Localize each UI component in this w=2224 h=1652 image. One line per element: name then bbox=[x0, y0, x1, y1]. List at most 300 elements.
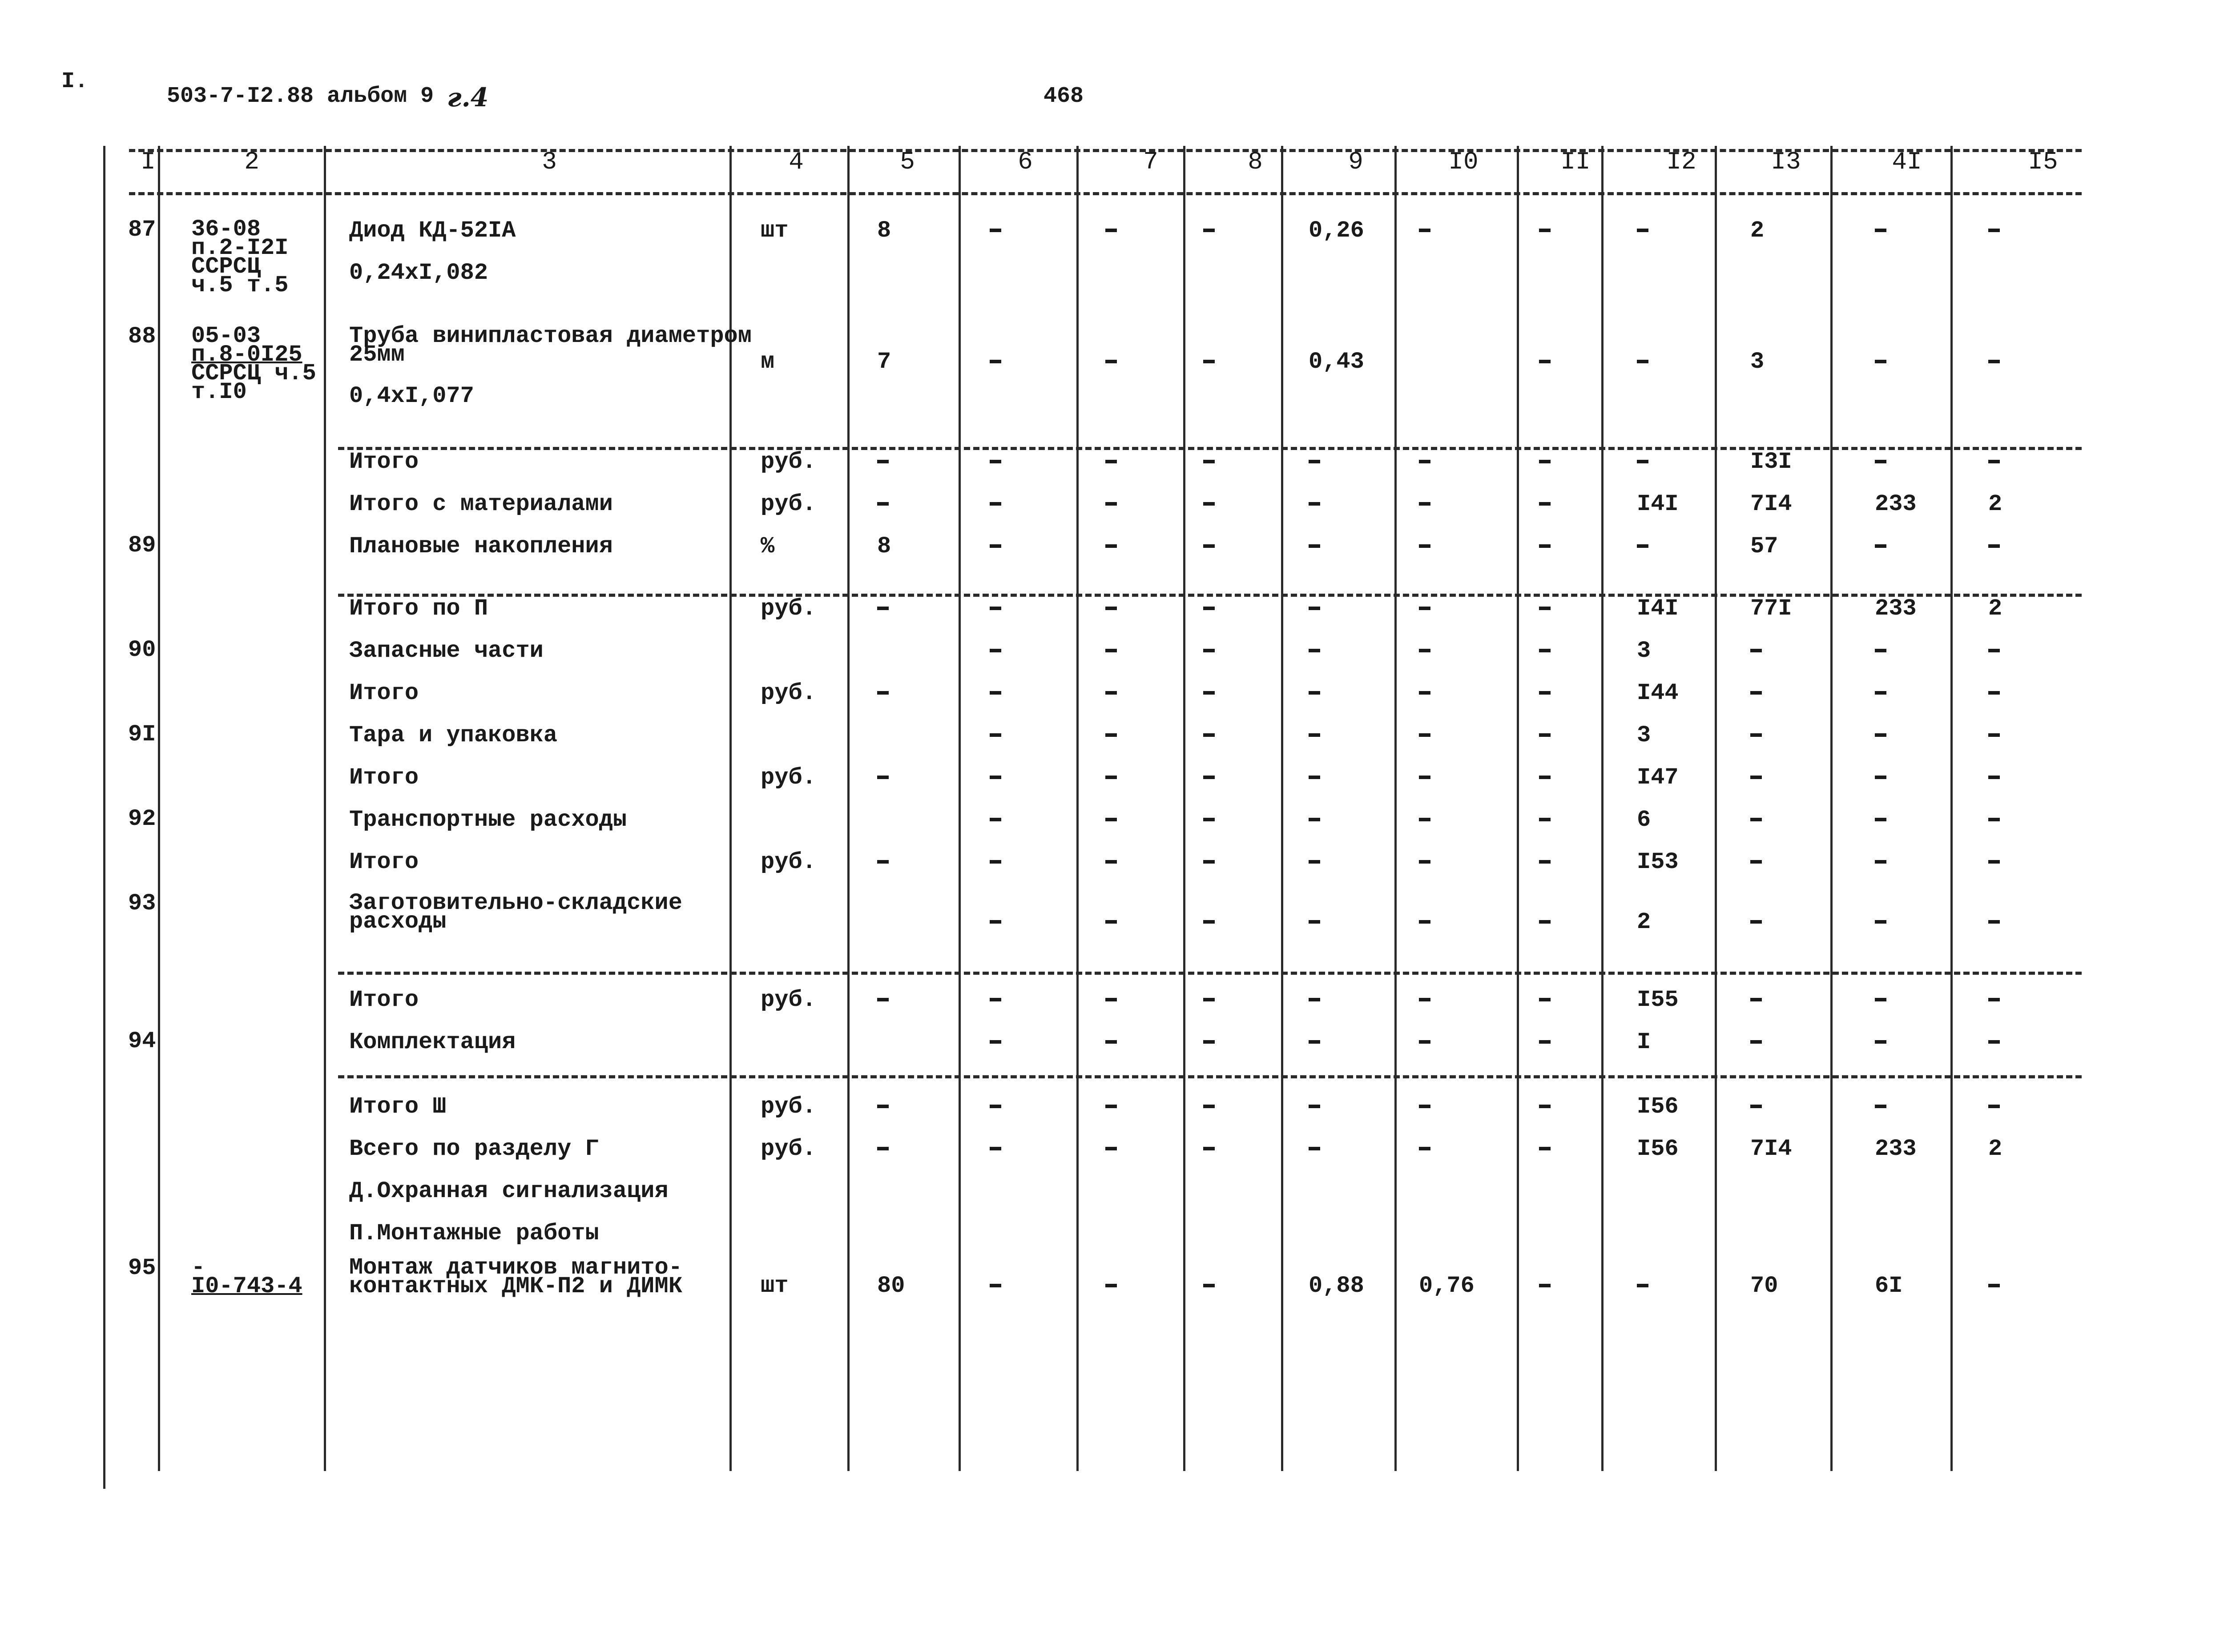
value-cell bbox=[1419, 598, 1430, 619]
value-cell: 3 bbox=[1637, 638, 1651, 664]
dash-mark bbox=[990, 360, 1001, 363]
dash-mark bbox=[1539, 649, 1551, 652]
value-cell bbox=[990, 725, 1001, 746]
value-cell bbox=[1419, 912, 1430, 933]
unit-cell: руб. bbox=[761, 764, 816, 791]
value-cell bbox=[1988, 1096, 2000, 1117]
dash-mark bbox=[1203, 460, 1215, 463]
value-cell bbox=[1539, 598, 1551, 619]
value-cell bbox=[1105, 1096, 1117, 1117]
dash-mark bbox=[1750, 733, 1762, 737]
dash-mark bbox=[1203, 1284, 1215, 1287]
dash-mark bbox=[1750, 860, 1762, 864]
value-cell bbox=[1539, 767, 1551, 788]
dash-mark bbox=[1203, 1147, 1215, 1150]
dash-mark bbox=[1309, 502, 1320, 506]
dash-mark bbox=[1539, 1105, 1551, 1108]
dash-mark bbox=[1875, 860, 1886, 864]
value-cell bbox=[1750, 683, 1762, 704]
value-cell: 2 bbox=[1988, 595, 2002, 622]
dash-mark bbox=[1875, 998, 1886, 1001]
value-cell bbox=[877, 494, 889, 515]
dash-mark bbox=[1309, 544, 1320, 548]
value-cell bbox=[990, 989, 1001, 1011]
value-cell bbox=[1875, 1096, 1886, 1117]
value-cell bbox=[1203, 494, 1215, 515]
item-name: Транспортные расходы bbox=[349, 807, 627, 833]
item-name: 0,24хI,082 bbox=[349, 260, 488, 286]
value-cell bbox=[1203, 536, 1215, 557]
dash-mark bbox=[990, 502, 1001, 506]
value-cell: 2 bbox=[1988, 491, 2002, 517]
value-cell bbox=[877, 1096, 889, 1117]
value-cell: 0,43 bbox=[1309, 349, 1364, 375]
value-cell bbox=[1539, 536, 1551, 557]
value-cell bbox=[1309, 809, 1320, 831]
dash-mark bbox=[1309, 691, 1320, 695]
dash-mark bbox=[1309, 998, 1320, 1001]
dash-mark bbox=[1105, 691, 1117, 695]
value-cell bbox=[1309, 1138, 1320, 1160]
value-cell bbox=[1875, 725, 1886, 746]
dash-mark bbox=[1988, 920, 2000, 924]
value-cell bbox=[1539, 852, 1551, 873]
value-cell bbox=[990, 1275, 1001, 1297]
value-cell bbox=[1419, 683, 1430, 704]
dash-mark bbox=[1203, 691, 1215, 695]
value-cell bbox=[990, 1096, 1001, 1117]
dash-mark bbox=[877, 502, 889, 506]
value-cell bbox=[1988, 1275, 2000, 1297]
value-cell bbox=[1988, 451, 2000, 473]
dash-mark bbox=[1309, 460, 1320, 463]
value-cell bbox=[1988, 1032, 2000, 1053]
value-cell bbox=[1875, 683, 1886, 704]
value-cell bbox=[1988, 809, 2000, 831]
dash-mark bbox=[1105, 460, 1117, 463]
dashed-row-rule bbox=[338, 1075, 2082, 1078]
dash-mark bbox=[1637, 460, 1648, 463]
value-cell bbox=[1419, 451, 1430, 473]
value-cell bbox=[1105, 1138, 1117, 1160]
value-cell bbox=[877, 767, 889, 788]
dash-mark bbox=[1539, 818, 1551, 821]
value-cell bbox=[1419, 809, 1430, 831]
dash-mark bbox=[1105, 860, 1117, 864]
value-cell: 57 bbox=[1750, 533, 1778, 559]
item-name: расходы bbox=[349, 908, 447, 935]
dash-mark bbox=[990, 998, 1001, 1001]
value-cell bbox=[1105, 809, 1117, 831]
row-number: 89 bbox=[128, 532, 156, 559]
value-cell: I3I bbox=[1750, 449, 1792, 475]
dash-mark bbox=[1875, 649, 1886, 652]
unit-cell: руб. bbox=[761, 680, 816, 706]
dash-mark bbox=[1309, 818, 1320, 821]
value-cell: 7I4 bbox=[1750, 491, 1792, 517]
dash-mark bbox=[1203, 818, 1215, 821]
reference-code: ССРСЦ bbox=[191, 253, 261, 280]
dash-mark bbox=[877, 776, 889, 779]
value-cell bbox=[990, 912, 1001, 933]
dash-mark bbox=[990, 1147, 1001, 1150]
value-cell: 233 bbox=[1875, 595, 1917, 622]
dash-mark bbox=[1419, 649, 1430, 652]
dash-mark bbox=[1988, 460, 2000, 463]
unit-cell: руб. bbox=[761, 849, 816, 875]
value-cell bbox=[1875, 351, 1886, 373]
dash-mark bbox=[1988, 229, 2000, 232]
value-cell: 7I4 bbox=[1750, 1136, 1792, 1162]
item-name: Диод КД-52IА bbox=[349, 217, 516, 244]
dash-mark bbox=[1105, 776, 1117, 779]
dashed-row-rule bbox=[129, 192, 2082, 195]
dash-mark bbox=[1105, 1284, 1117, 1287]
dash-mark bbox=[1203, 544, 1215, 548]
value-cell bbox=[1637, 451, 1648, 473]
item-name: Заготовительно-складские bbox=[349, 890, 682, 916]
dash-mark bbox=[1203, 607, 1215, 610]
value-cell bbox=[1309, 1096, 1320, 1117]
value-cell bbox=[1105, 494, 1117, 515]
row-number: 9I bbox=[128, 721, 156, 748]
dash-mark bbox=[1539, 544, 1551, 548]
dash-mark bbox=[1105, 1105, 1117, 1108]
value-cell bbox=[877, 1138, 889, 1160]
row-number: 94 bbox=[128, 1028, 156, 1054]
dash-mark bbox=[990, 544, 1001, 548]
value-cell bbox=[1309, 451, 1320, 473]
value-cell: I4I bbox=[1637, 491, 1679, 517]
dash-mark bbox=[1105, 998, 1117, 1001]
value-cell: I56 bbox=[1637, 1136, 1679, 1162]
dash-mark bbox=[1203, 776, 1215, 779]
value-cell bbox=[1309, 852, 1320, 873]
dash-mark bbox=[1875, 460, 1886, 463]
value-cell bbox=[1105, 1275, 1117, 1297]
dash-mark bbox=[1539, 502, 1551, 506]
dash-mark bbox=[1988, 360, 2000, 363]
value-cell bbox=[1105, 351, 1117, 373]
column-rule bbox=[847, 146, 850, 1471]
reference-code: т.I0 bbox=[191, 379, 247, 405]
value-cell: 0,26 bbox=[1309, 217, 1364, 244]
value-cell bbox=[1203, 725, 1215, 746]
item-name: Итого bbox=[349, 449, 419, 475]
dash-mark bbox=[1309, 1040, 1320, 1044]
value-cell bbox=[1988, 989, 2000, 1011]
value-cell bbox=[1875, 767, 1886, 788]
value-cell bbox=[1539, 1138, 1551, 1160]
value-cell bbox=[1203, 809, 1215, 831]
reference-code: п.2-I2I bbox=[191, 235, 289, 261]
value-cell bbox=[1203, 1032, 1215, 1053]
value-cell bbox=[990, 852, 1001, 873]
item-name: контактных ДМК-П2 и ДИМК bbox=[349, 1273, 682, 1299]
value-cell: 2 bbox=[1750, 217, 1765, 244]
dash-mark bbox=[877, 860, 889, 864]
value-cell bbox=[990, 598, 1001, 619]
value-cell bbox=[1539, 683, 1551, 704]
item-name: П.Монтажные работы bbox=[349, 1220, 599, 1246]
dash-mark bbox=[1875, 229, 1886, 232]
item-name: 25мм bbox=[349, 342, 405, 368]
dash-mark bbox=[877, 1147, 889, 1150]
value-cell bbox=[990, 1138, 1001, 1160]
value-cell bbox=[1637, 220, 1648, 241]
reference-code: I0-743-4 bbox=[191, 1273, 302, 1299]
value-cell: 7 bbox=[877, 349, 891, 375]
dash-mark bbox=[1539, 860, 1551, 864]
value-cell bbox=[1203, 912, 1215, 933]
value-cell bbox=[1539, 220, 1551, 241]
value-cell: I bbox=[1637, 1029, 1651, 1055]
reference-code: 36-08 bbox=[191, 216, 261, 242]
value-cell bbox=[1105, 683, 1117, 704]
reference-code: 05-03 bbox=[191, 323, 261, 349]
row-number: 92 bbox=[128, 806, 156, 832]
dash-mark bbox=[1105, 360, 1117, 363]
dash-mark bbox=[1309, 860, 1320, 864]
document-reference: 503-7-I2.88 альбом 9 bbox=[167, 84, 434, 109]
value-cell bbox=[1539, 725, 1551, 746]
dash-mark bbox=[1419, 502, 1430, 506]
value-cell bbox=[1875, 852, 1886, 873]
dash-mark bbox=[1419, 998, 1430, 1001]
value-cell bbox=[990, 536, 1001, 557]
column-rule bbox=[1950, 146, 1953, 1471]
value-cell: 70 bbox=[1750, 1273, 1778, 1299]
value-cell bbox=[1539, 1096, 1551, 1117]
value-cell bbox=[1988, 912, 2000, 933]
value-cell bbox=[1988, 683, 2000, 704]
dash-mark bbox=[1637, 360, 1648, 363]
item-name: Монтаж датчиков магнито- bbox=[349, 1254, 682, 1281]
value-cell bbox=[1203, 852, 1215, 873]
reference-code: п.8-0I25 bbox=[191, 342, 302, 368]
value-cell bbox=[1750, 809, 1762, 831]
value-cell bbox=[1419, 494, 1430, 515]
dash-mark bbox=[877, 691, 889, 695]
value-cell bbox=[990, 809, 1001, 831]
value-cell bbox=[1988, 536, 2000, 557]
value-cell bbox=[1419, 1138, 1430, 1160]
unit-cell: руб. bbox=[761, 595, 816, 622]
value-cell bbox=[1875, 640, 1886, 662]
dash-mark bbox=[1750, 776, 1762, 779]
dash-mark bbox=[877, 460, 889, 463]
value-cell bbox=[1539, 912, 1551, 933]
item-name: Труба винипластовая диаметром bbox=[349, 323, 752, 349]
value-cell bbox=[1637, 351, 1648, 373]
dash-mark bbox=[1419, 607, 1430, 610]
dash-mark bbox=[1539, 691, 1551, 695]
item-name: Комплектация bbox=[349, 1029, 516, 1055]
item-name: Тара и упаковка bbox=[349, 722, 558, 748]
value-cell bbox=[1309, 598, 1320, 619]
value-cell: I56 bbox=[1637, 1093, 1679, 1120]
unit-cell: руб. bbox=[761, 491, 816, 517]
value-cell bbox=[1105, 451, 1117, 473]
dash-mark bbox=[1988, 733, 2000, 737]
dash-mark bbox=[1105, 1040, 1117, 1044]
dash-mark bbox=[1419, 691, 1430, 695]
value-cell: 77I bbox=[1750, 595, 1792, 622]
value-cell bbox=[877, 989, 889, 1011]
reference-code: ССРСЦ ч.5 bbox=[191, 360, 316, 386]
reference-code: ч.5 т.5 bbox=[191, 272, 289, 298]
value-cell: 233 bbox=[1875, 1136, 1917, 1162]
value-cell bbox=[1875, 220, 1886, 241]
dash-mark bbox=[990, 1284, 1001, 1287]
dash-mark bbox=[1988, 1284, 2000, 1287]
dash-mark bbox=[1419, 860, 1430, 864]
dash-mark bbox=[1750, 1040, 1762, 1044]
dash-mark bbox=[1988, 998, 2000, 1001]
corner-mark: I. bbox=[61, 69, 89, 94]
unit-cell: руб. bbox=[761, 987, 816, 1013]
value-cell bbox=[1750, 989, 1762, 1011]
value-cell bbox=[1105, 598, 1117, 619]
value-cell bbox=[1988, 852, 2000, 873]
dash-mark bbox=[1309, 733, 1320, 737]
dash-mark bbox=[1105, 502, 1117, 506]
value-cell: 6 bbox=[1637, 807, 1651, 833]
dash-mark bbox=[1419, 544, 1430, 548]
value-cell bbox=[1309, 1032, 1320, 1053]
page-number: 468 bbox=[1044, 84, 1084, 109]
value-cell bbox=[1988, 351, 2000, 373]
value-cell bbox=[1309, 725, 1320, 746]
value-cell: I44 bbox=[1637, 680, 1679, 706]
value-cell: 2 bbox=[1637, 909, 1651, 935]
value-cell: 2 bbox=[1988, 1136, 2002, 1162]
value-cell bbox=[1539, 809, 1551, 831]
value-cell bbox=[1105, 725, 1117, 746]
dash-mark bbox=[1539, 460, 1551, 463]
dash-mark bbox=[1419, 229, 1430, 232]
row-number: 90 bbox=[128, 637, 156, 663]
dash-mark bbox=[1875, 1040, 1886, 1044]
value-cell bbox=[1105, 989, 1117, 1011]
reference-code: - bbox=[191, 1254, 205, 1281]
value-cell bbox=[1309, 683, 1320, 704]
dash-mark bbox=[990, 229, 1001, 232]
column-rule bbox=[1517, 146, 1519, 1471]
dash-mark bbox=[1203, 860, 1215, 864]
dash-mark bbox=[1637, 229, 1648, 232]
dash-mark bbox=[1105, 920, 1117, 924]
dash-mark bbox=[1875, 776, 1886, 779]
value-cell bbox=[1419, 725, 1430, 746]
dash-mark bbox=[1988, 1105, 2000, 1108]
dash-mark bbox=[1419, 733, 1430, 737]
unit-cell: м bbox=[761, 349, 775, 375]
item-name: Плановые накопления bbox=[349, 533, 613, 559]
value-cell: 0,88 bbox=[1309, 1273, 1364, 1299]
item-name: Запасные части bbox=[349, 638, 544, 664]
value-cell bbox=[1203, 220, 1215, 241]
value-cell bbox=[1875, 989, 1886, 1011]
dash-mark bbox=[1750, 649, 1762, 652]
dash-mark bbox=[877, 998, 889, 1001]
dash-mark bbox=[1988, 544, 2000, 548]
dash-mark bbox=[1105, 733, 1117, 737]
dash-mark bbox=[1309, 649, 1320, 652]
value-cell bbox=[1105, 1032, 1117, 1053]
column-rule bbox=[1715, 146, 1717, 1471]
value-cell bbox=[877, 451, 889, 473]
value-cell bbox=[1309, 494, 1320, 515]
value-cell bbox=[1750, 725, 1762, 746]
value-cell bbox=[1750, 767, 1762, 788]
item-name: Итого bbox=[349, 680, 419, 706]
value-cell bbox=[1203, 683, 1215, 704]
dash-mark bbox=[1988, 691, 2000, 695]
value-cell bbox=[1750, 912, 1762, 933]
value-cell: 80 bbox=[877, 1273, 905, 1299]
dash-mark bbox=[1309, 1105, 1320, 1108]
dash-mark bbox=[990, 860, 1001, 864]
row-number: 93 bbox=[128, 890, 156, 916]
dash-mark bbox=[1637, 1284, 1648, 1287]
dash-mark bbox=[1203, 1105, 1215, 1108]
dash-mark bbox=[1539, 1040, 1551, 1044]
value-cell bbox=[1988, 640, 2000, 662]
dash-mark bbox=[1203, 360, 1215, 363]
value-cell bbox=[1105, 220, 1117, 241]
dash-mark bbox=[1105, 1147, 1117, 1150]
dash-mark bbox=[1419, 1105, 1430, 1108]
unit-cell: шт bbox=[761, 1273, 789, 1299]
value-cell bbox=[1875, 912, 1886, 933]
dash-mark bbox=[1875, 733, 1886, 737]
value-cell bbox=[1539, 451, 1551, 473]
value-cell: 6I bbox=[1875, 1273, 1903, 1299]
dash-mark bbox=[990, 818, 1001, 821]
value-cell bbox=[1309, 989, 1320, 1011]
value-cell bbox=[1105, 912, 1117, 933]
dash-mark bbox=[1988, 1040, 2000, 1044]
dashed-row-rule bbox=[338, 447, 2082, 450]
dash-mark bbox=[1203, 502, 1215, 506]
dash-mark bbox=[1539, 733, 1551, 737]
value-cell bbox=[990, 451, 1001, 473]
unit-cell: шт bbox=[761, 217, 789, 244]
dash-mark bbox=[1105, 649, 1117, 652]
column-rule bbox=[1394, 146, 1397, 1471]
value-cell bbox=[1419, 536, 1430, 557]
dash-mark bbox=[1875, 1105, 1886, 1108]
dash-mark bbox=[1419, 818, 1430, 821]
dash-mark bbox=[1203, 229, 1215, 232]
value-cell: 3 bbox=[1637, 722, 1651, 748]
value-cell: 0,76 bbox=[1419, 1273, 1475, 1299]
value-cell bbox=[990, 1032, 1001, 1053]
value-cell bbox=[1875, 451, 1886, 473]
value-cell: I47 bbox=[1637, 764, 1679, 791]
dash-mark bbox=[1539, 360, 1551, 363]
value-cell bbox=[1203, 1275, 1215, 1297]
value-cell bbox=[1203, 1138, 1215, 1160]
value-cell bbox=[1105, 536, 1117, 557]
value-cell bbox=[1419, 852, 1430, 873]
value-cell bbox=[1988, 220, 2000, 241]
value-cell: I4I bbox=[1637, 595, 1679, 622]
value-cell bbox=[1203, 989, 1215, 1011]
dashed-row-rule bbox=[338, 594, 2082, 597]
value-cell bbox=[1309, 640, 1320, 662]
